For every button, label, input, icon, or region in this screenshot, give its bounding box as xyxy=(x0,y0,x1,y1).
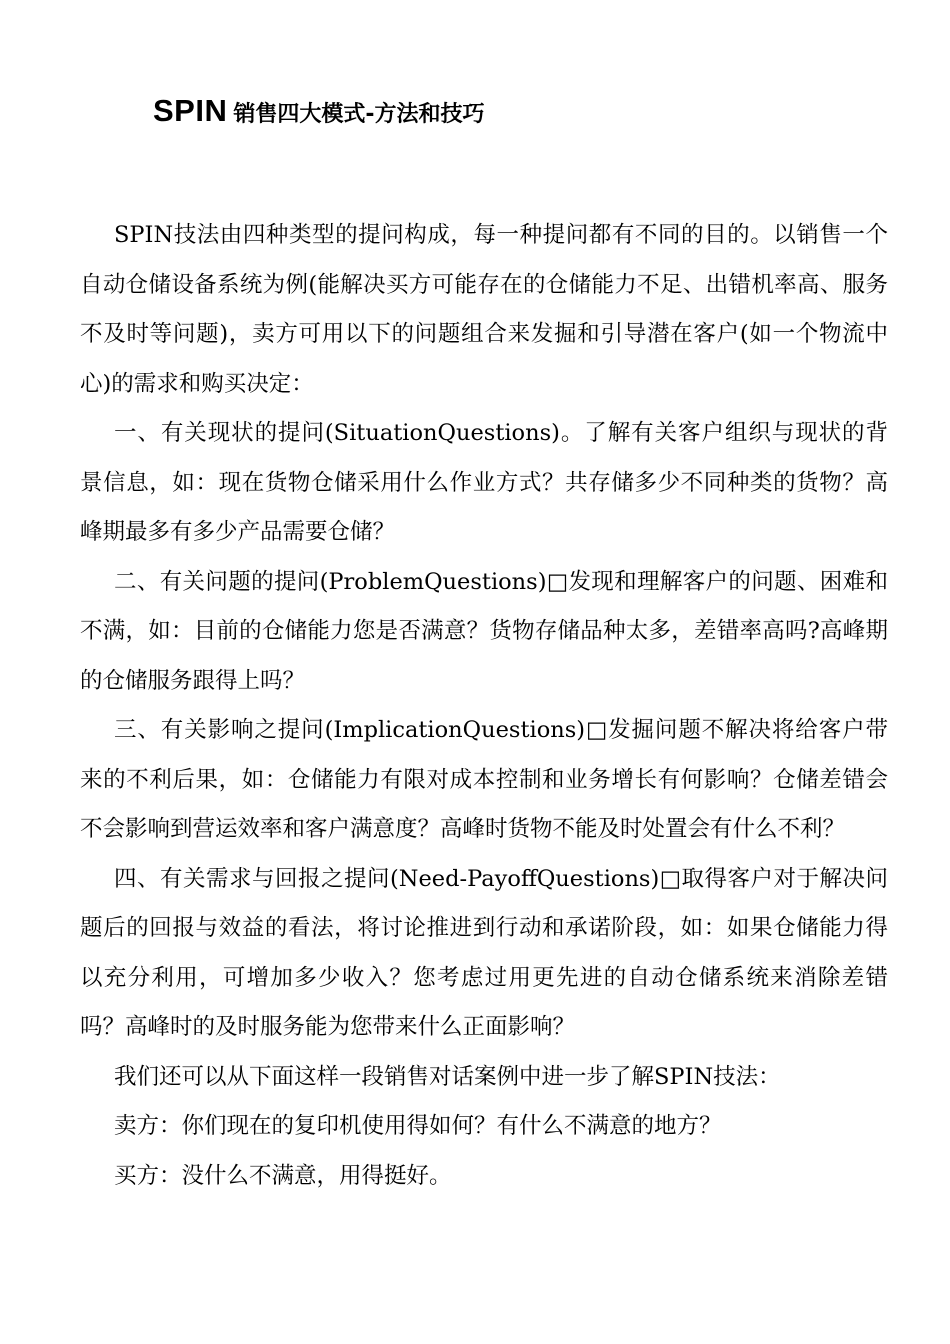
implication-questions-paragraph: 三、有关影响之提问(ImplicationQuestions)□发掘问题不解决将给客户带来的不利后果，如：仓储能力有限对成本控制和业务增长有何影响？仓储差错会不会影响到营运效率和客户满意度？高峰时货物不能及时处置会有什么不利？ xyxy=(80,717,888,842)
title-chinese-part: 销售四大模式-方法和技巧 xyxy=(233,102,485,127)
title-latin-part: SPIN xyxy=(153,93,228,128)
document-body xyxy=(80,211,888,1201)
situation-questions-paragraph: 一、有关现状的提问(SituationQuestions)。了解有关客户组织与现状的背景信息，如：现在货物仓储采用什么作业方式？共存储多少不同种类的货物？高峰期最多有多少产品需要仓储？ xyxy=(80,420,888,545)
dialogue-intro-paragraph: 我们还可以从下面这样一段销售对话案例中进一步了解SPIN技法： xyxy=(114,1063,781,1090)
seller-line: 卖方：你们现在的复印机使用得如何？有什么不满意的地方？ xyxy=(114,1113,722,1139)
document-title xyxy=(153,90,485,135)
buyer-line: 买方：没什么不满意，用得挺好。 xyxy=(114,1162,452,1189)
need-payoff-questions-paragraph: 四、有关需求与回报之提问(Need-PayoffQuestions)□取得客户对于解决问题后的回报与效益的看法，将讨论推进到行动和承诺阶段，如：如果仓储能力得以充分利用，可增加多少收入？您考虑过用更先进的自动仓储系统来消除差错吗？高峰时的及时服务能为您带来什么正面影响？ xyxy=(80,865,888,1040)
intro-paragraph: SPIN技法由四种类型的提问构成，每一种提问都有不同的目的。以销售一个自动仓储设备系统为例(能解决买方可能存在的仓储能力不足、出错机率高、服务不及时等问题)，卖方可用以下的问题组合来发掘和引导潜在客户(如一个物流中心)的需求和购买决定： xyxy=(80,222,888,397)
problem-questions-paragraph: 二、有关问题的提问(ProblemQuestions)□发现和理解客户的问题、困难和不满，如：目前的仓储能力您是否满意？货物存储品种太多，差错率高吗?高峰期的仓储服务跟得上吗？ xyxy=(80,568,888,694)
